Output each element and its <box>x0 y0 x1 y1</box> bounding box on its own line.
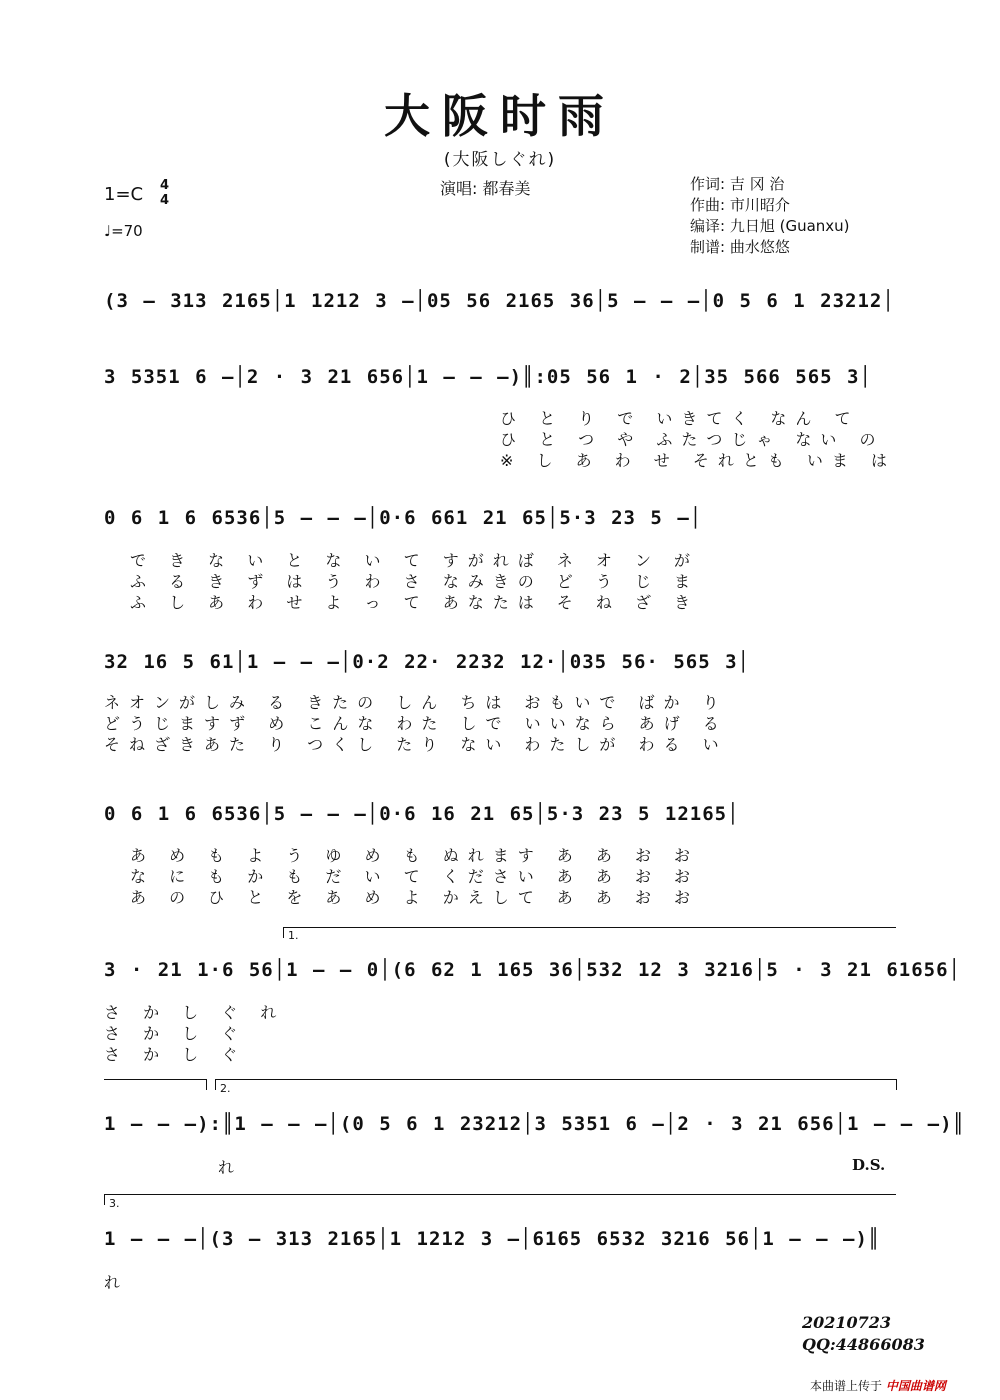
lyrics-row-5-verse-2: な に も か も だ い て ください あ あ お お <box>130 867 700 886</box>
volta-bracket-3 <box>104 1194 896 1205</box>
lyrics-row-7: れ <box>218 1158 244 1177</box>
volta-bracket-2 <box>215 1079 897 1090</box>
signature-date: 20210723 <box>802 1313 892 1332</box>
footer-upload-text: 本曲谱上传于 <box>810 1379 883 1393</box>
notation-row-8: 1 – – –│(3 – 313 2165│1 1212 3 –│6165 6532 3216 56│1 – – –)║ <box>104 1228 881 1250</box>
volta-bracket-1-continued <box>104 1079 207 1090</box>
lyrics-row-6-verse-1: さ か し ぐ れ <box>104 1003 286 1022</box>
singer-credit: 演唱: 都春美 <box>440 179 531 198</box>
credits-block <box>690 174 850 258</box>
notation-row-1: (3 – 313 2165│1 1212 3 –│05 56 2165 36│5 – – –│0 5 6 1 23212│ <box>104 290 895 312</box>
footer-watermark <box>810 1377 946 1394</box>
lyrics-row-4-verse-1: ネオンがしみ る きたの しん ちは おもいで ばか り <box>104 693 728 712</box>
lyrics-row-6-verse-3: さ か し ぐ <box>104 1045 247 1064</box>
signature-qq: QQ:44866083 <box>802 1335 925 1354</box>
lyrics-row-5-verse-1: あ め も よ う ゆ め も ぬれます あ あ お お <box>130 846 700 865</box>
notation-row-5: 0 6 1 6 6536│5 – – –│0·6 16 21 65│5·3 23 5 12165│ <box>104 803 740 825</box>
tempo-marking: ♩=70 <box>104 222 143 240</box>
lyrics-row-3-verse-2: ふ る き ず は う わ さ なみきの ど う じ ま <box>130 572 700 591</box>
lyrics-row-6-verse-2: さ か し ぐ <box>104 1024 247 1043</box>
time-signature-bottom: 4 <box>160 193 170 208</box>
signature-block <box>802 1312 925 1356</box>
lyrics-row-4-verse-2: どうじますず め こんな わた しで いいなら あげ る <box>104 714 728 733</box>
lyricist-credit: 作词: 吉 冈 治 <box>690 175 785 193</box>
key-signature: 1=C <box>104 184 144 205</box>
lyrics-row-3-verse-3: ふ し あ わ せ よ っ て あなたは そ ね ざ き <box>130 593 700 612</box>
footer-site-logo: 中国曲谱网 <box>885 1379 946 1393</box>
notation-row-6: 3 · 21 1·6 56│1 – – 0│(6 62 1 165 36│532 12 3 3216│5 · 3 21 61656│ <box>104 959 961 981</box>
composer-credit: 作曲: 市川昭介 <box>690 196 790 214</box>
time-signature <box>160 178 169 208</box>
volta-label-3: 3. <box>109 1197 120 1210</box>
lyrics-row-8: れ <box>104 1273 130 1292</box>
notation-row-2: 3 5351 6 –│2 · 3 21 656│1 – – –)║:05 56 1 · 2│35 566 565 3│ <box>104 366 872 388</box>
transcriber-credit: 制谱: 曲水悠悠 <box>690 238 790 256</box>
lyrics-row-3-verse-1: で き な い と な い て すがれば ネ オ ン が <box>130 551 700 570</box>
notation-row-3: 0 6 1 6 6536│5 – – –│0·6 661 21 65│5·3 23 5 –│ <box>104 507 703 529</box>
time-signature-top: 4 <box>160 178 170 193</box>
translator-credit: 编译: 九日旭 (Guanxu) <box>690 217 850 235</box>
lyrics-row-2-verse-1: ひ と り で いきてく なん て <box>500 409 860 428</box>
volta-label-2: 2. <box>220 1082 231 1095</box>
lyrics-row-4-verse-3: そねざきあた り つくし たり ない わたしが わる い <box>104 735 728 754</box>
volta-label-1: 1. <box>288 929 299 942</box>
notation-row-7: 1 – – –):║1 – – –│(0 5 6 1 23212│3 5351 6 –│2 · 3 21 656│1 – – –)║ <box>104 1113 965 1135</box>
lyrics-row-2-verse-2: ひ と つ や ふたつじゃ ない の <box>500 430 885 449</box>
lyrics-row-2-verse-3: ※ し あ わ せ それとも いま は <box>500 451 897 470</box>
lyrics-row-5-verse-3: あ の ひ と を あ め よ かえして あ あ お お <box>130 888 700 907</box>
score-title: 大阪时雨 <box>384 89 616 143</box>
volta-bracket-1 <box>283 927 896 938</box>
notation-row-4: 32 16 5 61│1 – – –│0·2 22· 2232 12·│035 56· 565 3│ <box>104 651 750 673</box>
score-subtitle: (大阪しぐれ) <box>443 150 557 170</box>
dal-segno-marking: D.S. <box>852 1156 886 1174</box>
